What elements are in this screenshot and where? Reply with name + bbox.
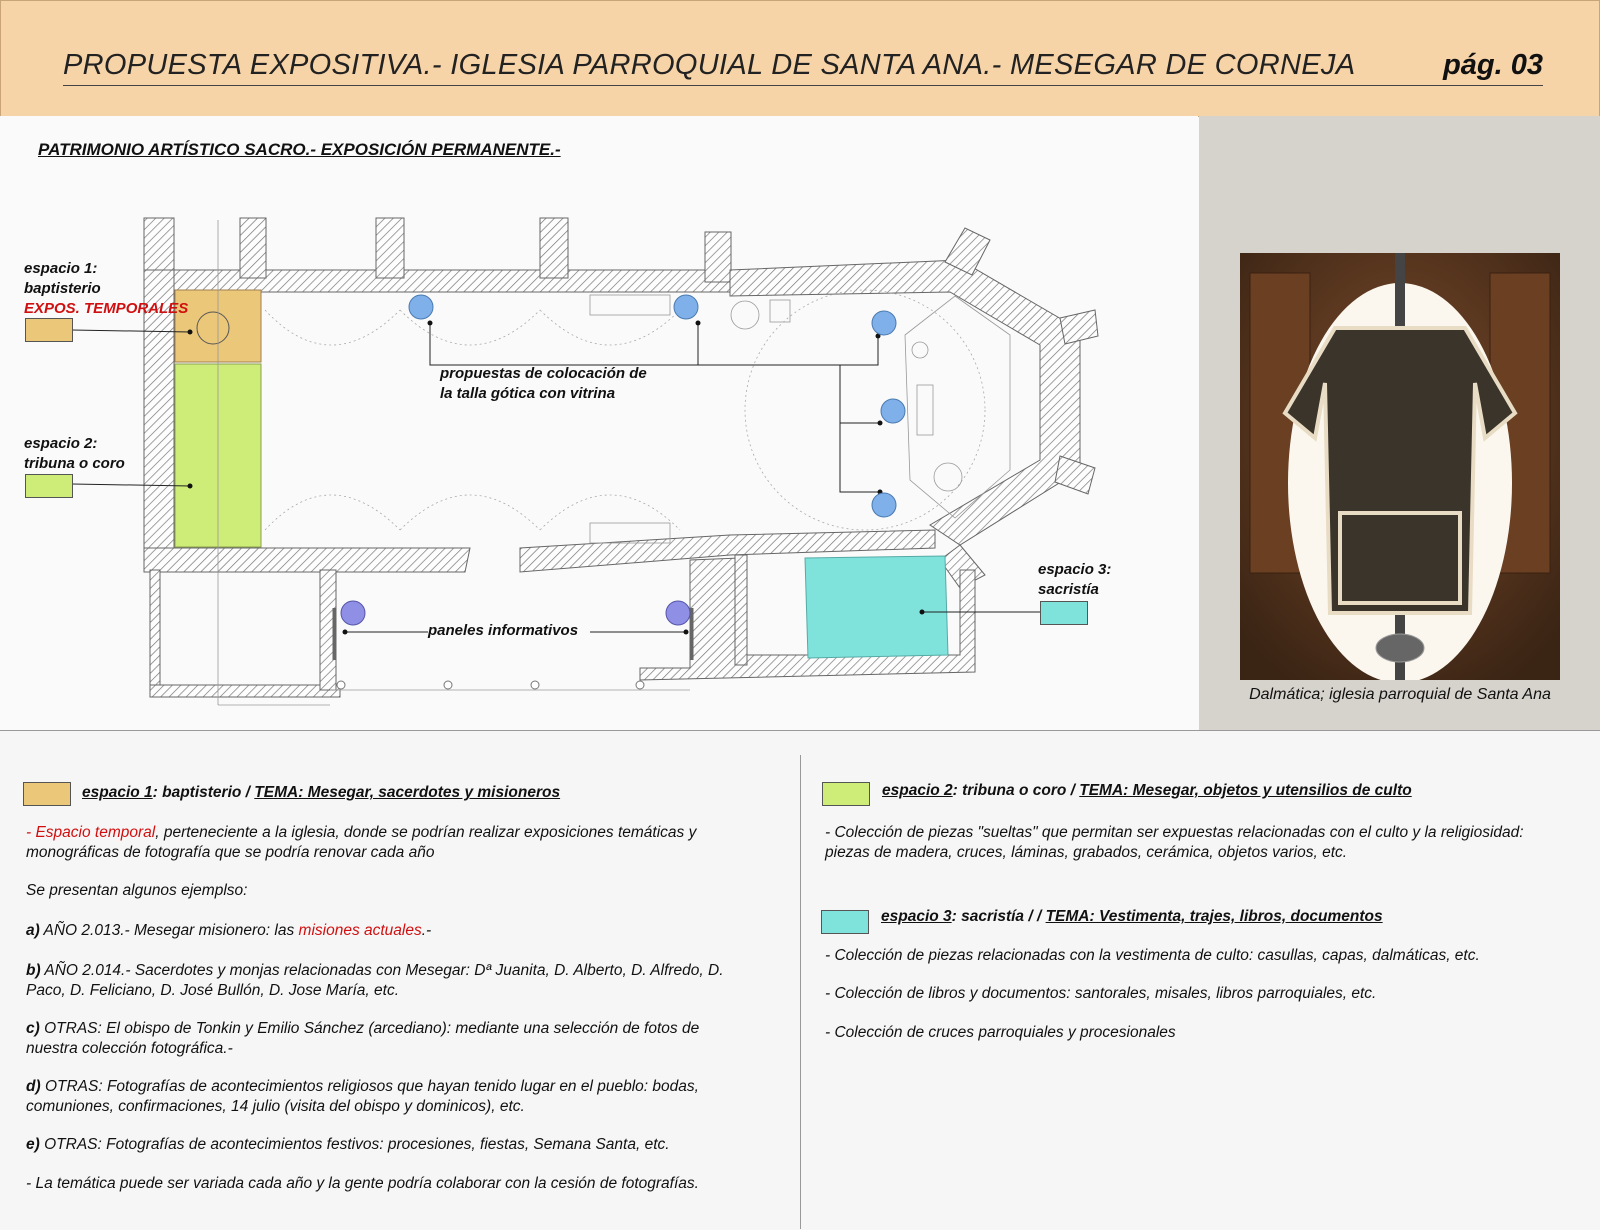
panel-marker <box>666 601 690 625</box>
column-divider <box>800 755 801 1229</box>
espacio-temporal-text: - Espacio temporal <box>26 824 156 841</box>
section-title: PATRIMONIO ARTÍSTICO SACRO.- EXPOSICIÓN PERMANENTE.- <box>38 140 561 159</box>
espacio-3-item-1: - Colección de piezas relacionadas con la vestimenta de culto: casullas, capas, dalmáticas, etc. <box>825 947 1480 964</box>
item-e-text: OTRAS: Fotografías de acontecimientos festivos: procesiones, fiestas, Semana Santa, etc. <box>39 1136 670 1153</box>
vitrina-line1: propuestas de colocación de <box>440 365 647 382</box>
espacio-3-heading <box>881 908 1383 926</box>
paneles-label: paneles informativos <box>428 622 579 639</box>
espacio-3-label <box>1038 560 1111 600</box>
item-b-line1: AÑO 2.014.- Sacerdotes y monjas relacionadas con Mesegar: Dª Juanita, D. Alberto, D. Alfredo, D. <box>40 962 724 979</box>
header-bar <box>0 0 1600 117</box>
closing-note: - La temática puede ser variada cada año y la gente podría colaborar con la cesión de fotografías. <box>26 1175 699 1192</box>
espacio-2-heading <box>882 782 1412 800</box>
vitrina-marker <box>881 399 905 423</box>
vitrina-marker <box>872 311 896 335</box>
item-e-label: e) <box>26 1136 40 1153</box>
espacio-2-heading-b: : tribuna o coro / <box>952 782 1080 799</box>
espacio-2-heading-c: TEMA: Mesegar, objetos y utensilios de culto <box>1079 782 1412 799</box>
item-a-label: a) <box>26 922 40 939</box>
espacio-1-label <box>24 259 188 319</box>
espacio-2-label <box>24 434 125 474</box>
espacio-1-heading-a: espacio 1 <box>82 784 153 801</box>
espacio-1-heading <box>82 784 560 802</box>
photo-caption: Dalmática; iglesia parroquial de Santa Ana <box>1249 686 1551 703</box>
p1-line2: monográficas de fotografía que se podría renovar cada año <box>26 844 435 861</box>
item-c-label: c) <box>26 1020 40 1037</box>
item-d-line2: comuniones, confirmaciones, 14 julio (visita del obispo y dominicos), etc. <box>26 1098 525 1115</box>
page-title: PROPUESTA EXPOSITIVA.- IGLESIA PARROQUIAL DE SANTA ANA.- MESEGAR DE CORNEJA <box>63 49 1356 81</box>
item-a-red: misiones actuales <box>298 922 422 939</box>
vitrina-label <box>440 364 647 404</box>
espacio-3-swatch <box>1040 601 1088 625</box>
espacio-2-legend-swatch <box>822 782 870 806</box>
espacio-2-swatch <box>25 474 73 498</box>
dalmatica-photo <box>1240 253 1560 680</box>
item-c-line1: OTRAS: El obispo de Tonkin y Emilio Sánchez (arcediano): mediante una selección de fotos de <box>39 1020 700 1037</box>
item-c-line2: nuestra colección fotográfica.- <box>26 1040 233 1057</box>
espacio-3-line1: espacio 3: <box>1038 561 1112 578</box>
ejemplos-intro: Se presentan algunos ejemplso: <box>26 882 248 899</box>
espacio-2-heading-a: espacio 2 <box>882 782 953 799</box>
item-a <box>26 921 431 941</box>
vitrina-marker <box>409 295 433 319</box>
espacio-3-heading-c: TEMA: Vestimenta, trajes, libros, documentos <box>1045 908 1383 925</box>
item-a-text: AÑO 2.013.- Mesegar misionero: las <box>39 922 299 939</box>
p2-line2: piezas de madera, cruces, láminas, grabados, cerámica, objetos varios, etc. <box>825 844 1348 861</box>
espacio-1-swatch <box>25 318 73 342</box>
zone-espacio-3 <box>805 556 948 658</box>
item-e <box>26 1135 670 1155</box>
vitrina-line2: la talla gótica con vitrina <box>440 385 616 402</box>
item-b-line2: Paco, D. Feliciano, D. José Bullón, D. Jose María, etc. <box>26 982 400 999</box>
espacio-1-line1: espacio 1: <box>24 260 98 277</box>
item-d-line1: OTRAS: Fotografías de acontecimientos religiosos que hayan tenido lugar en el pueblo: bodas, <box>40 1078 699 1095</box>
espacio-3-item-3: - Colección de cruces parroquiales y procesionales <box>825 1024 1176 1041</box>
p2-line1: - Colección de piezas "sueltas" que permitan ser expuestas relacionadas con el culto y la religiosidad: <box>825 824 1524 841</box>
espacio-1-heading-c: TEMA: Mesegar, sacerdotes y misioneros <box>254 784 561 801</box>
espacio-3-item-2: - Colección de libros y documentos: santorales, misales, libros parroquiales, etc. <box>825 985 1377 1002</box>
item-a-end: .- <box>421 922 432 939</box>
p1-rest: , perteneciente a la iglesia, donde se podrían realizar exposiciones temáticas y <box>155 824 697 841</box>
espacio-2-line2: tribuna o coro <box>24 455 125 472</box>
espacio-2-paragraph <box>825 823 1524 863</box>
vitrina-marker <box>872 493 896 517</box>
header-rule <box>63 85 1543 86</box>
page-number: pág. 03 <box>1443 49 1543 81</box>
espacio-1-line2: baptisterio <box>24 280 101 297</box>
item-c <box>26 1019 699 1059</box>
vitrina-marker <box>674 295 698 319</box>
espacio-2-line1: espacio 2: <box>24 435 98 452</box>
item-b-label: b) <box>26 962 41 979</box>
espacio-1-paragraph <box>26 823 696 863</box>
espacio-3-line2: sacristía <box>1038 581 1099 598</box>
espacio-3-heading-b: : sacristía / / <box>951 908 1046 925</box>
espacio-1-line3: EXPOS. TEMPORALES <box>24 300 189 317</box>
item-d-label: d) <box>26 1078 41 1095</box>
vitrina-markers <box>409 295 905 517</box>
espacio-3-heading-a: espacio 3 <box>881 908 952 925</box>
item-d <box>26 1077 699 1117</box>
item-b <box>26 961 724 1001</box>
espacio-3-legend-swatch <box>821 910 869 934</box>
panel-marker <box>341 601 365 625</box>
espacio-1-legend-swatch <box>23 782 71 806</box>
espacio-1-heading-b: : baptisterio / <box>152 784 255 801</box>
church-floor-plan <box>0 116 1198 730</box>
